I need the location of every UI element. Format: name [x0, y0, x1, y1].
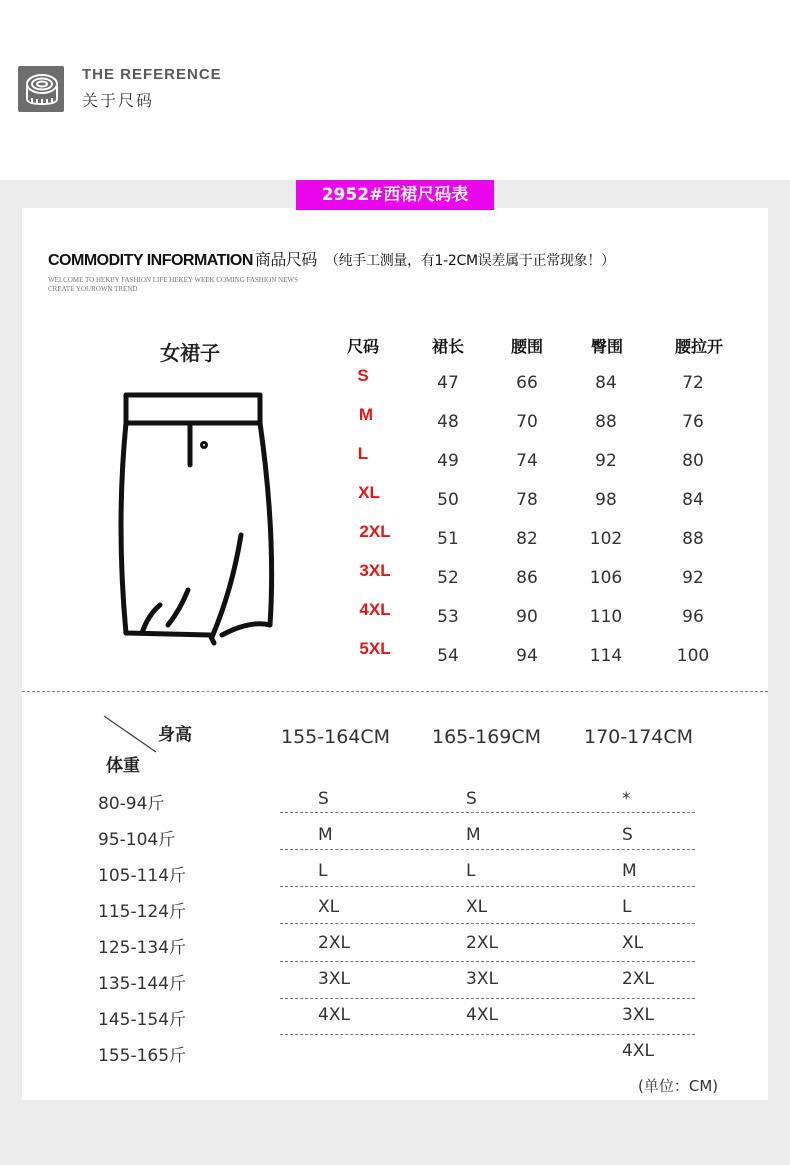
- weight-label: 125-134斤: [98, 938, 187, 958]
- row-divider: [280, 1034, 695, 1035]
- size-suggestion: 3XL: [466, 969, 498, 989]
- size-cell: 90: [516, 607, 538, 627]
- size-cell: 98: [595, 490, 617, 510]
- size-cell: 110: [589, 607, 623, 627]
- size-suggestion: 4XL: [318, 1005, 350, 1025]
- size-label: 2XL: [359, 522, 391, 541]
- commodity-subline-2: CREATE YOUROWN TREND: [48, 285, 138, 293]
- size-cell: 66: [516, 373, 538, 393]
- size-cell: 52: [437, 568, 459, 588]
- size-suggestion: *: [622, 789, 631, 809]
- size-cell: 106: [589, 568, 623, 588]
- row-divider: [280, 998, 695, 999]
- row-divider: [280, 961, 695, 962]
- size-label: M: [358, 405, 374, 424]
- size-cell: 72: [682, 373, 704, 393]
- size-suggestion: XL: [318, 897, 340, 917]
- weight-label: 145-154斤: [98, 1010, 187, 1030]
- height-column-header: 165-169CM: [432, 726, 542, 748]
- row-divider: [280, 923, 695, 924]
- size-cell: 88: [682, 529, 704, 549]
- section-divider: [22, 691, 768, 692]
- size-cell: 88: [595, 412, 617, 432]
- size-cell: 49: [437, 451, 459, 471]
- row-divider: [280, 886, 695, 887]
- size-cell: 94: [516, 646, 538, 666]
- weight-label: 115-124斤: [98, 902, 187, 922]
- size-suggestion: S: [466, 789, 477, 809]
- size-suggestion: M: [466, 825, 481, 845]
- header-title-en: THE REFERENCE: [82, 66, 222, 83]
- weight-label: 105-114斤: [98, 866, 187, 886]
- size-cell: 96: [682, 607, 704, 627]
- skirt-illustration-icon: [110, 385, 280, 655]
- size-suggestion: 2XL: [466, 933, 498, 953]
- size-cell: 74: [516, 451, 538, 471]
- size-header-size: 尺码: [346, 337, 379, 356]
- size-suggestion: S: [622, 825, 633, 845]
- size-suggestion: 3XL: [318, 969, 350, 989]
- section-title: 2952#西裙尺码表: [296, 180, 494, 210]
- size-suggestion: S: [318, 789, 329, 809]
- weight-label: 80-94斤: [98, 794, 165, 814]
- unit-note: (单位：CM): [638, 1077, 719, 1095]
- size-suggestion: L: [318, 861, 328, 881]
- size-cell: 50: [437, 490, 459, 510]
- size-suggestion: L: [466, 861, 476, 881]
- commodity-heading: [48, 247, 615, 270]
- size-cell: 51: [437, 529, 459, 549]
- size-suggestion: 4XL: [466, 1005, 498, 1025]
- size-header-waist-stretch: 腰拉开: [674, 337, 723, 356]
- commodity-note: （纯手工测量，有1-2CM误差属于正常现象！）: [324, 253, 615, 269]
- size-cell: 92: [682, 568, 704, 588]
- size-label: 4XL: [359, 600, 391, 619]
- size-suggestion: XL: [622, 933, 644, 953]
- size-cell: 76: [682, 412, 704, 432]
- row-divider: [280, 812, 695, 813]
- height-column-header: 170-174CM: [584, 726, 694, 748]
- weight-label: 135-144斤: [98, 974, 187, 994]
- size-label: S: [357, 366, 369, 385]
- size-header-hip: 臀围: [590, 337, 623, 356]
- corner-weight-label: 体重: [106, 756, 140, 776]
- size-cell: 54: [437, 646, 459, 666]
- size-suggestion: 2XL: [622, 969, 654, 989]
- size-cell: 84: [682, 490, 704, 510]
- height-column-header: 155-164CM: [281, 726, 391, 748]
- size-suggestion: 3XL: [622, 1005, 654, 1025]
- size-cell: 48: [437, 412, 459, 432]
- size-cell: 53: [437, 607, 459, 627]
- weight-label: 95-104斤: [98, 830, 176, 850]
- size-cell: 100: [676, 646, 710, 666]
- weight-label: 155-165斤: [98, 1046, 187, 1066]
- size-header-waist: 腰围: [510, 337, 543, 356]
- size-suggestion: XL: [466, 897, 488, 917]
- size-cell: 86: [516, 568, 538, 588]
- size-cell: 84: [595, 373, 617, 393]
- size-header-length: 裙长: [431, 337, 464, 356]
- size-cell: 82: [516, 529, 538, 549]
- size-cell: 70: [516, 412, 538, 432]
- size-cell: 78: [516, 490, 538, 510]
- size-cell: 92: [595, 451, 617, 471]
- size-cell: 102: [589, 529, 623, 549]
- size-cell: 80: [682, 451, 704, 471]
- commodity-title-en: COMMODITY INFORMATION: [48, 252, 253, 269]
- size-suggestion: M: [318, 825, 333, 845]
- size-label: L: [357, 444, 369, 463]
- commodity-title-zh: 商品尺码: [254, 250, 317, 269]
- tape-measure-logo-icon: [18, 66, 64, 112]
- size-label: 5XL: [359, 639, 391, 658]
- size-label: 3XL: [359, 561, 391, 580]
- size-cell: 47: [437, 373, 459, 393]
- size-label: XL: [358, 483, 380, 502]
- size-suggestion: 4XL: [622, 1041, 654, 1061]
- header-title-zh: 关于尺码: [82, 91, 155, 110]
- commodity-subline-1: WELCOME TO HEKEY FASHION LIFE HEKEY WEEK COMING FASHION NEWS: [48, 276, 298, 284]
- size-suggestion: M: [622, 861, 637, 881]
- corner-height-label: 身高: [158, 725, 192, 745]
- row-divider: [280, 849, 695, 850]
- product-label: 女裙子: [160, 341, 220, 365]
- size-cell: 114: [589, 646, 623, 666]
- size-suggestion: L: [622, 897, 632, 917]
- size-suggestion: 2XL: [318, 933, 350, 953]
- commodity-subtext: [48, 276, 298, 294]
